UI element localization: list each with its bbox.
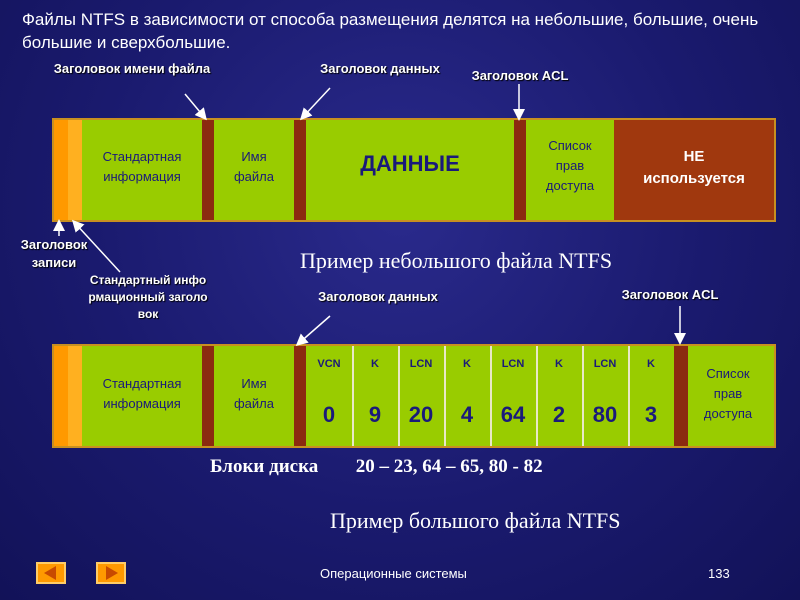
run-header: LCN	[409, 358, 433, 370]
disk-blocks-label: Блоки диска	[210, 456, 319, 477]
label-acl-header-2: Заголовок ACL	[621, 287, 719, 302]
arrow-filename-header	[185, 94, 205, 118]
footer-page-number: 133	[708, 566, 730, 581]
arrow-left-icon	[38, 564, 64, 582]
file-name-text: Имя файла	[233, 149, 274, 184]
label-filename-header: Заголовок имени файла	[53, 61, 211, 76]
not-used-text: НЕ используется	[643, 148, 745, 187]
run-header: K	[647, 358, 655, 370]
arrow-data-header-2	[298, 316, 330, 344]
std-info-text: Стандартная информация	[102, 376, 182, 411]
arrow-data-header	[302, 88, 330, 118]
prev-slide-button[interactable]	[36, 562, 66, 584]
caption-large-file: Пример большого файла NTFS	[330, 508, 621, 533]
label-data-header-2: Заголовок данных	[318, 289, 438, 304]
arrow-right-icon	[98, 564, 124, 582]
run-header: VCN	[317, 358, 341, 370]
file-name-text: Имя файла	[233, 376, 274, 411]
slide-title: Файлы NTFS в зависимости от способа размещения делятся на небольшие, большие, очень большие и сверхбольшие.	[22, 10, 759, 52]
arrow-std-info-header	[74, 222, 120, 272]
run-value: 80	[592, 402, 618, 427]
run-value: 20	[408, 402, 434, 427]
access-list-text: Список прав доступа	[703, 366, 753, 421]
run-value: 0	[322, 402, 336, 427]
run-value: 3	[644, 402, 658, 427]
caption-small-file: Пример небольшого файла NTFS	[300, 248, 613, 273]
label-std-info-header: Стандартный информационный заголовок	[88, 273, 208, 321]
run-header: K	[371, 358, 379, 370]
run-header: K	[463, 358, 471, 370]
run-header: LCN	[593, 358, 617, 370]
label-record-header: Заголовок записи	[20, 237, 88, 270]
run-value: 64	[500, 402, 526, 427]
run-header: K	[555, 358, 563, 370]
next-slide-button[interactable]	[96, 562, 126, 584]
std-info-text: Стандартная информация	[102, 149, 182, 184]
label-acl-header: Заголовок ACL	[471, 68, 569, 83]
disk-blocks-value: 20 – 23, 64 – 65, 80 - 82	[355, 456, 543, 477]
footer-course: Операционные системы	[320, 566, 467, 581]
run-value: 4	[460, 402, 474, 427]
access-list-text: Список прав доступа	[545, 138, 595, 193]
run-header: LCN	[501, 358, 525, 370]
data-text: ДАННЫЕ	[360, 151, 460, 176]
label-data-header: Заголовок данных	[320, 61, 440, 76]
run-value: 9	[368, 402, 382, 427]
run-value: 2	[552, 402, 566, 427]
